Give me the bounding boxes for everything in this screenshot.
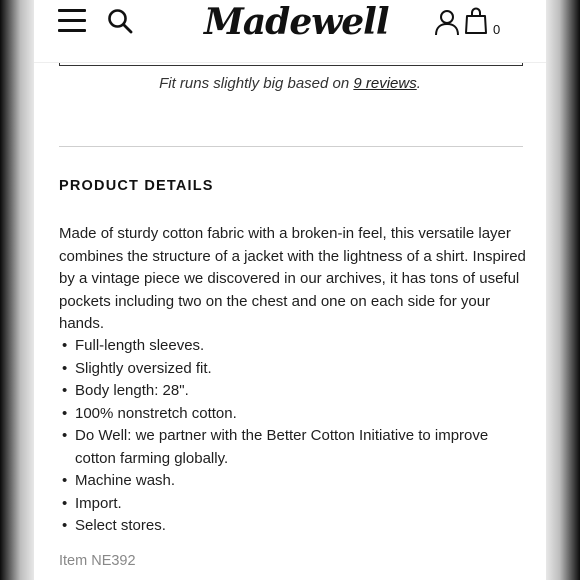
- background-right: [546, 0, 580, 580]
- product-page: [34, 0, 546, 580]
- feature-item: • Import.: [59, 493, 529, 516]
- menu-icon[interactable]: [58, 9, 86, 33]
- fit-note-suffix: .: [416, 75, 421, 92]
- feature-item: • Select stores.: [59, 515, 529, 538]
- product-feature-list: [59, 335, 529, 538]
- fit-note: [34, 75, 546, 92]
- bag-count: 0: [493, 22, 501, 37]
- feature-item: • Slightly oversized fit.: [59, 358, 529, 381]
- reviews-link[interactable]: 9 reviews: [353, 75, 417, 92]
- feature-item: • Body length: 28".: [59, 380, 529, 403]
- feature-item: • Machine wash.: [59, 470, 529, 493]
- feature-item: • Do Well: we partner with the Better Cotton Initiative to improve cotton farming globally.: [59, 425, 529, 470]
- brand-logo[interactable]: Madewell: [204, 1, 389, 43]
- product-details-heading: PRODUCT DETAILS: [59, 178, 214, 194]
- section-divider: [59, 146, 523, 147]
- search-icon[interactable]: [106, 7, 134, 35]
- item-number: Item NE392: [59, 553, 136, 569]
- product-description: Made of sturdy cotton fabric with a broken-in feel, this versatile layer combines the structure of a jacket with the lightness of a shirt. Inspired by a vintage piece we discovered in our archives, it has tons of useful pockets including two on the chest and one on each side for your hands.: [59, 225, 526, 332]
- account-icon[interactable]: [434, 8, 460, 36]
- site-header: [34, 0, 546, 63]
- fit-note-text: Fit runs slightly big based on: [159, 75, 354, 92]
- feature-item: • Full-length sleeves.: [59, 335, 529, 358]
- background-left: [0, 0, 34, 580]
- shopping-bag-icon[interactable]: [464, 7, 488, 35]
- feature-item: • 100% nonstretch cotton.: [59, 403, 529, 426]
